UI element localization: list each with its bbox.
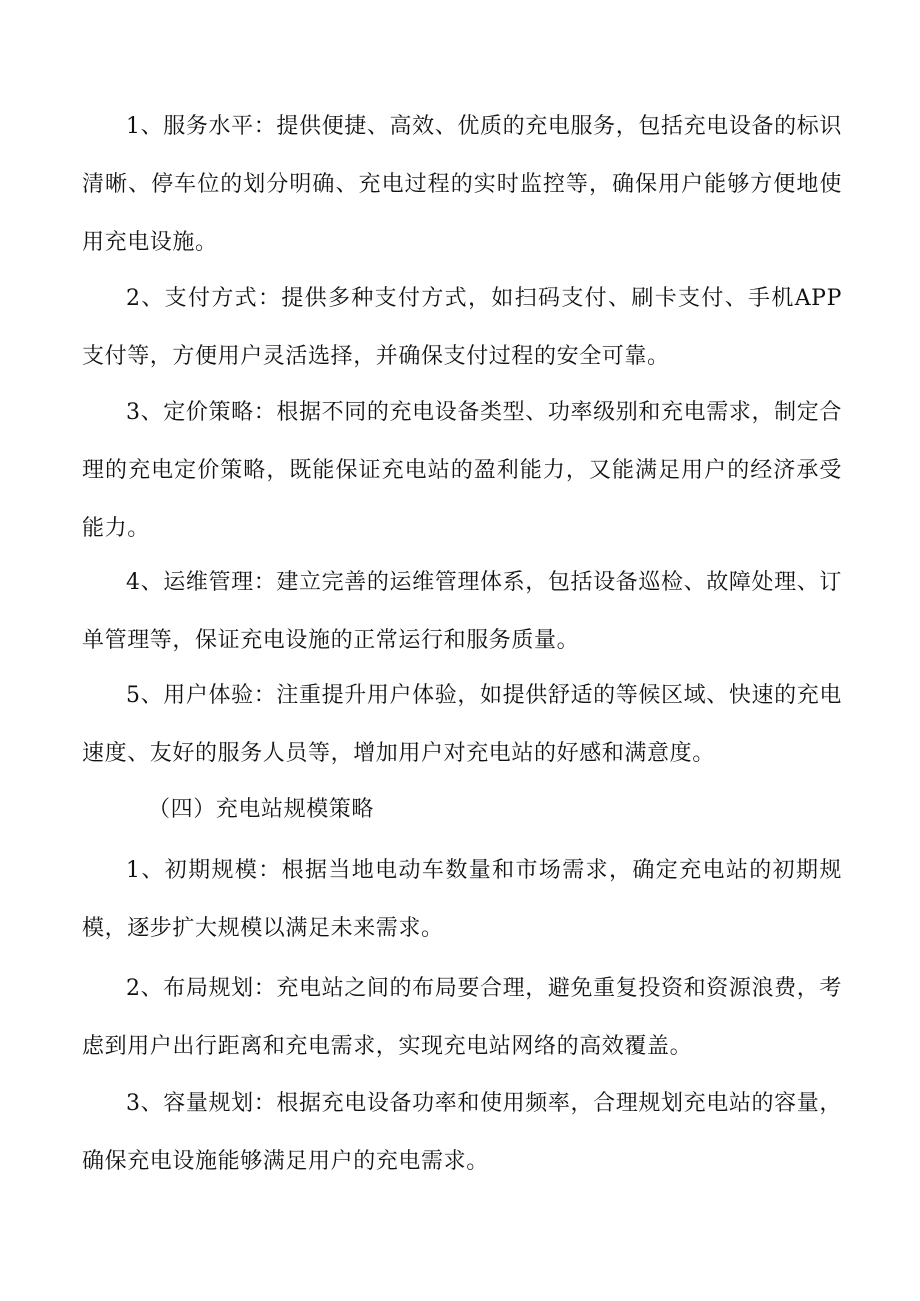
paragraph-user-experience: 5、用户体验：注重提升用户体验，如提供舒适的等候区域、快速的充电速度、友好的服务人员等，增加用户对充电站的好感和满意度。 bbox=[82, 683, 842, 766]
paragraph-operations-management: 4、运维管理：建立完善的运维管理体系，包括设备巡检、故障处理、订单管理等，保证充电设施的正常运行和服务质量。 bbox=[82, 570, 842, 653]
paragraph-payment-methods: 2、支付方式：提供多种支付方式，如扫码支付、刷卡支付、手机APP支付等，方便用户灵活选择，并确保支付过程的安全可靠。 bbox=[82, 286, 842, 369]
paragraph-service-level: 1、服务水平：提供便捷、高效、优质的充电服务，包括充电设备的标识清晰、停车位的划分明确、充电过程的实时监控等，确保用户能够方便地使用充电设施。 bbox=[82, 114, 842, 255]
paragraph-capacity-planning: 3、容量规划：根据充电设备功率和使用频率，合理规划充电站的容量，确保充电设施能够满足用户的充电需求。 bbox=[82, 1091, 842, 1174]
paragraph-initial-scale: 1、初期规模：根据当地电动车数量和市场需求，确定充电站的初期规模，逐步扩大规模以满足未来需求。 bbox=[82, 858, 842, 941]
section-heading: （四）充电站规模策略 bbox=[148, 797, 375, 822]
paragraph-layout-planning: 2、布局规划：充电站之间的布局要合理，避免重复投资和资源浪费，考虑到用户出行距离和充电需求，实现充电站网络的高效覆盖。 bbox=[82, 976, 842, 1059]
paragraph-pricing-strategy: 3、定价策略：根据不同的充电设备类型、功率级别和充电需求，制定合理的充电定价策略，既能保证充电站的盈利能力，又能满足用户的经济承受能力。 bbox=[82, 400, 842, 541]
